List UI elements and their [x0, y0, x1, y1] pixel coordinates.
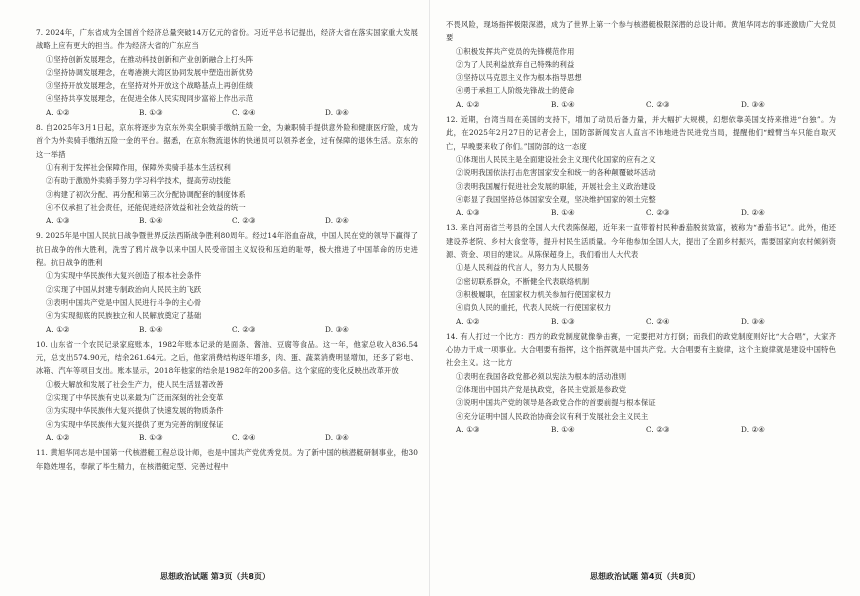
question-stem: 不畏风险，现场指挥极限深潜，成为了世界上第一个参与核潜艇极限深潜的总设计师。黄旭华同志的事迹激励广大党员要: [446, 20, 836, 43]
statement-option: ①表明在我国各政党都必须以宪法为根本的活动准则: [456, 371, 627, 381]
question-block: [446, 221, 836, 327]
question-list: [446, 18, 836, 436]
question-stem: 11. 黄旭华同志是中国第一代核潜艇工程总设计师，也是中国共产党优秀党员。为了新中国的核潜艇研制事业，他30年隐姓埋名，奉献了毕生精力，在核潜艇定型、完善过程中: [36, 448, 418, 471]
answer-choice: D. ③④: [325, 324, 349, 334]
statement-option: ②实现了中国从封建专制政治向人民民主的飞跃: [46, 284, 202, 294]
page-4: [430, 0, 860, 596]
answer-choices: [446, 315, 836, 328]
answer-choice: D. ③④: [325, 107, 349, 117]
answer-choice: C. ②④: [232, 107, 256, 117]
statement-option: ③构建了初次分配、再分配和第三次分配协调配套的制度体系: [46, 189, 246, 199]
answer-choice: A. ①②: [456, 316, 480, 326]
statement-option: ②体现出中国共产党是执政党，各民主党派是参政党: [456, 385, 627, 395]
page-footer: 思想政治试题 第4页（共8页）: [590, 572, 700, 581]
answer-choice: C. ②④: [232, 432, 256, 442]
statement-option: ④坚持共享发展理念，在促进全体人民实现同步富裕上作出示范: [46, 94, 254, 104]
page-footer: 思想政治试题 第3页（共8页）: [160, 572, 270, 581]
answer-choices: [446, 206, 836, 219]
question-block: [446, 113, 836, 219]
question-stem: 8. 自2025年3月1日起，京东将逐步为京东外卖全职骑手缴纳五险一金，为兼职骑手提供意外险和健康医疗险，成为首个为外卖骑手缴纳五险一金的平台。据悉，在京东物流退休的快递员可以领养老金，过有保障的退休生活。京东的这一举措: [36, 123, 418, 159]
answer-choices: [36, 106, 418, 119]
question-block: [36, 338, 418, 444]
answer-choice: A. ①③: [456, 424, 480, 434]
statement-option: ③积极履职，在国家权力机关参加行使国家权力: [456, 289, 612, 299]
statement-option: ④充分证明中国人民政治协商会议有利于发展社会主义民主: [456, 411, 649, 421]
answer-choice: A. ①②: [46, 107, 70, 117]
answer-choice: B. ①④: [551, 208, 575, 218]
statement-option: ③表明中国共产党是中国人民进行斗争的主心骨: [46, 297, 202, 307]
answer-choice: A. ①②: [456, 99, 480, 109]
statement-option: ①为实现中华民族伟大复兴创造了根本社会条件: [46, 271, 202, 281]
answer-choice: A. ①②: [46, 432, 70, 442]
statement-option: ②实现了中华民族有史以来最为广泛而深刻的社会变革: [46, 393, 224, 403]
answer-choice: B. ①③: [139, 107, 163, 117]
question-stem: 10. 山东省一个农民记录家庭账本，1982年账本记录的是面条、酱油、豆腐等食品。这一年，他家总收入836.54元，总支出574.90元，结余261.64元。之后，他家消费结构逐年增多，肉、蛋、蔬菜消费明显增加，还多了彩电、冰箱、汽车等项目支出。账本显示，2018年他家的结余是1982年的200多倍。这个家庭的变化反映出改革开放: [36, 339, 418, 376]
answer-choice: D. ②④: [741, 424, 765, 434]
answer-choice: C. ②③: [232, 216, 256, 226]
statement-option: ④勇于承担工人阶级先锋战士的使命: [456, 86, 575, 96]
answer-choice: A. ①③: [456, 208, 480, 218]
statement-option: ②坚持协调发展理念，在粤港澳大湾区协同发展中塑造出新优势: [46, 67, 254, 77]
statement-option: ①体现出人民民主是全面建设社会主义现代化国家的应有之义: [456, 154, 656, 164]
answer-choice: C. ②③: [646, 424, 670, 434]
question-stem: 9. 2025年是中国人民抗日战争暨世界反法西斯战争胜利80周年。经过14年浴血奋战，中国人民在党的领导下赢得了抗日战争的伟大胜利，洗雪了鸦片战争以来中国人民受帝国主义奴役和压迫的耻辱，极大推进了中国革命的历史进程。抗日战争的胜利: [36, 231, 418, 268]
question-block: [36, 229, 418, 335]
statement-option: ③表明我国履行促进社会发展的职能，开展社会主义政治建设: [456, 181, 656, 191]
answer-choice: C. ②③: [232, 324, 256, 334]
answer-choices: [446, 423, 836, 436]
statement-option: ③坚持开放发展理念，在坚持对外开放这个战略基点上再创佳绩: [46, 81, 254, 91]
statement-option: ④彰显了我国坚持总体国家安全观，坚决维护国家的领土完整: [456, 194, 656, 204]
answer-choice: A. ①②: [46, 324, 70, 334]
answer-choice: D. ②④: [741, 208, 765, 218]
answer-choice: C. ②③: [646, 99, 670, 109]
answer-choice: C. ②④: [646, 316, 670, 326]
question-list: [36, 26, 418, 473]
question-block: [446, 18, 836, 111]
statement-option: ①坚持创新发展理念，在推动科技创新和产业创新融合上打头阵: [46, 54, 254, 64]
statement-option: ①极大解放和发展了社会生产力，使人民生活显著改善: [46, 379, 224, 389]
statement-option: ②为了人民利益放弃自己特殊的利益: [456, 59, 575, 69]
statement-option: ③说明中国共产党的领导是各政党合作的首要前提与根本保证: [456, 398, 656, 408]
answer-choices: [36, 323, 418, 336]
answer-choice: B. ①④: [139, 216, 163, 226]
statement-option: ④肩负人民的重托，代表人民统一行使国家权力: [456, 303, 612, 313]
statement-option: ②说明我国依法打击危害国家安全和统一的各种颠覆破坏活动: [456, 168, 656, 178]
answer-choices: [36, 214, 418, 227]
question-block: [446, 330, 836, 436]
answer-choices: [446, 98, 836, 111]
statement-option: ①积极发挥共产党员的先锋模范作用: [456, 46, 575, 56]
question-stem: 14. 有人打过一个比方：西方的政党制度就像拳击赛，一定要把对方打倒；而我们的政党制度则好比“大合唱”，大家齐心协力干成一项事业。大合唱要有指挥，这个指挥就是中国共产党。大合唱要有主旋律，这个主旋律就是建设中国特色社会主义。这一比方: [446, 331, 836, 368]
answer-choice: C. ②③: [646, 208, 670, 218]
statement-option: ②密切联系群众，不断健全代表联络机制: [456, 276, 590, 286]
answer-choice: B. ①③: [139, 432, 163, 442]
answer-choice: B. ①④: [551, 424, 575, 434]
question-block: [36, 26, 418, 119]
question-block: [36, 446, 418, 473]
answer-choice: D. ③④: [741, 316, 765, 326]
statement-option: ③为实现中华民族伟大复兴提供了快速发展的物质条件: [46, 406, 224, 416]
question-stem: 12. 近期，台湾当局在美国的支持下，增加了动员后备力量，并大幅扩大规模，幻想依靠美国支持来推进“台独”。为此，在2025年2月27日的记者会上，国防部新闻发言人直言不讳地进告民进党当局，提醒他们“螳臂当车只能自取灭亡，早晚要来收了你们。”国防部的这一态度: [446, 115, 836, 151]
answer-choice: B. ①④: [551, 99, 575, 109]
statement-option: ④为实现中华民族伟大复兴提供了更为完善的制度保证: [46, 419, 224, 429]
answer-choice: B. ①③: [551, 316, 575, 326]
answer-choice: D. ③④: [741, 99, 765, 109]
answer-choice: B. ①④: [139, 324, 163, 334]
statement-option: ③坚持以马克思主义作为根本指导思想: [456, 73, 582, 83]
answer-choice: D. ③④: [325, 432, 349, 442]
question-block: [36, 121, 418, 227]
statement-option: ①有利于发挥社会保障作用，保障外卖骑手基本生活权利: [46, 162, 231, 172]
answer-choice: D. ②④: [325, 216, 349, 226]
answer-choices: [36, 431, 418, 444]
statement-option: ④为实现彻底的民族独立和人民解放奠定了基础: [46, 311, 202, 321]
statement-option: ④不仅承担了社会责任，还能促进经济效益和社会效益的统一: [46, 202, 246, 212]
statement-option: ②有助于激励外卖骑手努力学习科学技术，提高劳动技能: [46, 176, 231, 186]
question-stem: 7. 2024年，广东省成为全国首个经济总量突破14万亿元的省份。习近平总书记提出，经济大省在落实国家重大发展战略上应有更大的担当。作为经济大省的广东应当: [36, 28, 418, 51]
question-stem: 13. 来自河南省兰考县的全国人大代表陈保超，近年来一直带着村民种番茄脱贫致富，被称为“番茄书记”。此外，他还建设养老院、乡村大食堂等，提升村民生活质量。今年他参加全国人大，提出了全面乡村振兴，需要国家向农村倾斜资源、资金、项目的建议。从陈保超身上，我们看出人大代表: [446, 223, 836, 260]
answer-choice: A. ①③: [46, 216, 70, 226]
statement-option: ①是人民利益的代言人，努力为人民服务: [456, 263, 590, 273]
